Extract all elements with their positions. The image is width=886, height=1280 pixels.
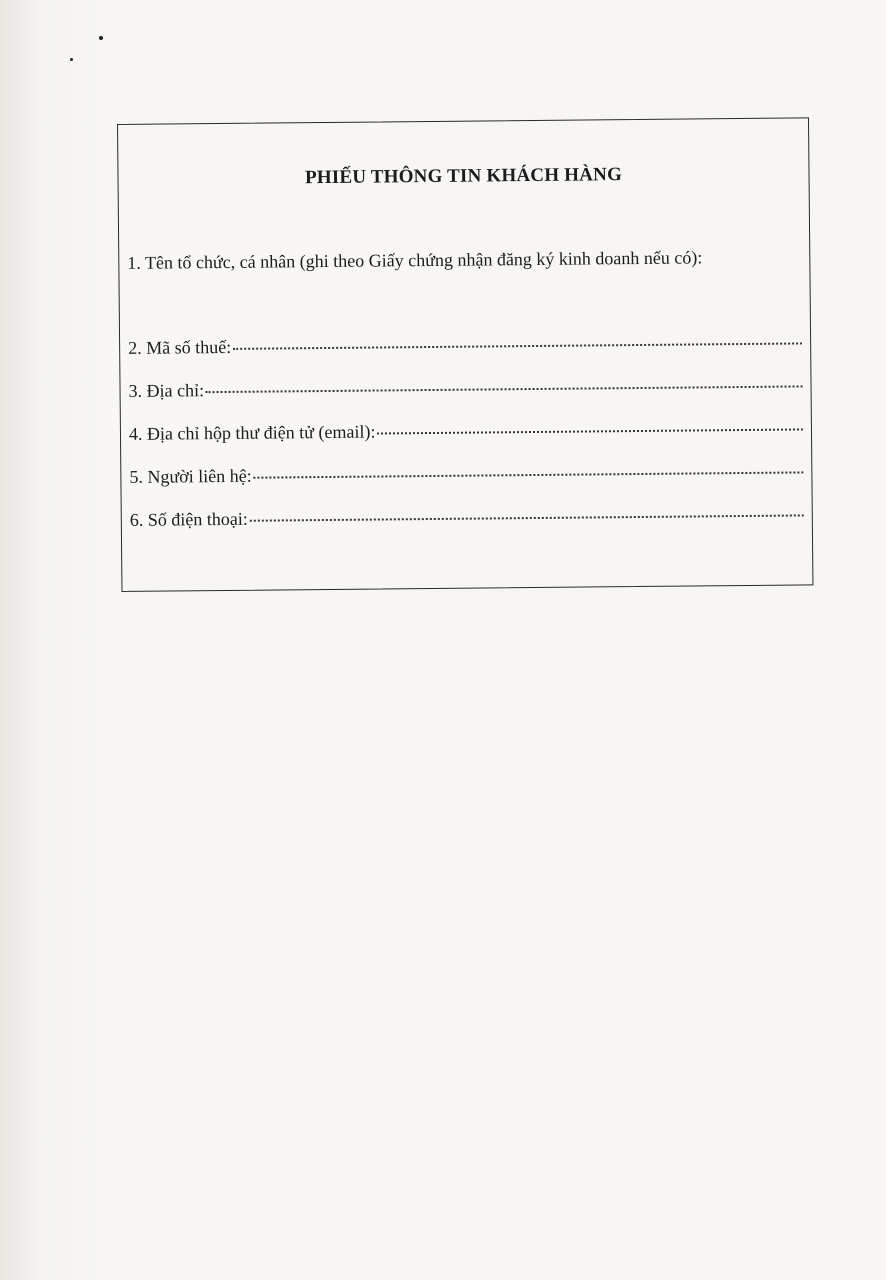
field-tax-code[interactable]	[128, 331, 802, 358]
paper-speck	[70, 58, 73, 61]
field-label: 3. Địa chỉ:	[128, 380, 205, 401]
field-organization-name	[127, 246, 801, 273]
dotted-fill-line	[206, 384, 803, 393]
field-address[interactable]	[128, 374, 802, 401]
dotted-fill-line	[254, 470, 804, 478]
customer-info-form	[117, 117, 813, 592]
field-contact-person[interactable]	[129, 460, 803, 487]
field-label: 6. Số điện thoại:	[129, 508, 248, 530]
dotted-fill-line	[132, 288, 802, 294]
field-organization-name-entry[interactable]	[132, 288, 802, 297]
form-title: PHIẾU THÔNG TIN KHÁCH HÀNG	[304, 164, 623, 189]
field-phone-number[interactable]	[130, 503, 804, 530]
field-label: 2. Mã số thuế:	[128, 336, 232, 358]
field-email[interactable]	[129, 417, 803, 444]
dotted-fill-line	[233, 341, 802, 349]
dotted-fill-line	[377, 427, 803, 434]
field-label: 1. Tên tổ chức, cá nhân (ghi theo Giấy chứng nhận đăng ký kinh doanh nếu có):	[127, 247, 703, 273]
field-label: 4. Địa chỉ hộp thư điện tử (email):	[128, 421, 376, 444]
paper-speck	[99, 36, 103, 40]
field-label: 5. Người liên hệ:	[129, 465, 252, 487]
dotted-fill-line	[250, 513, 804, 521]
